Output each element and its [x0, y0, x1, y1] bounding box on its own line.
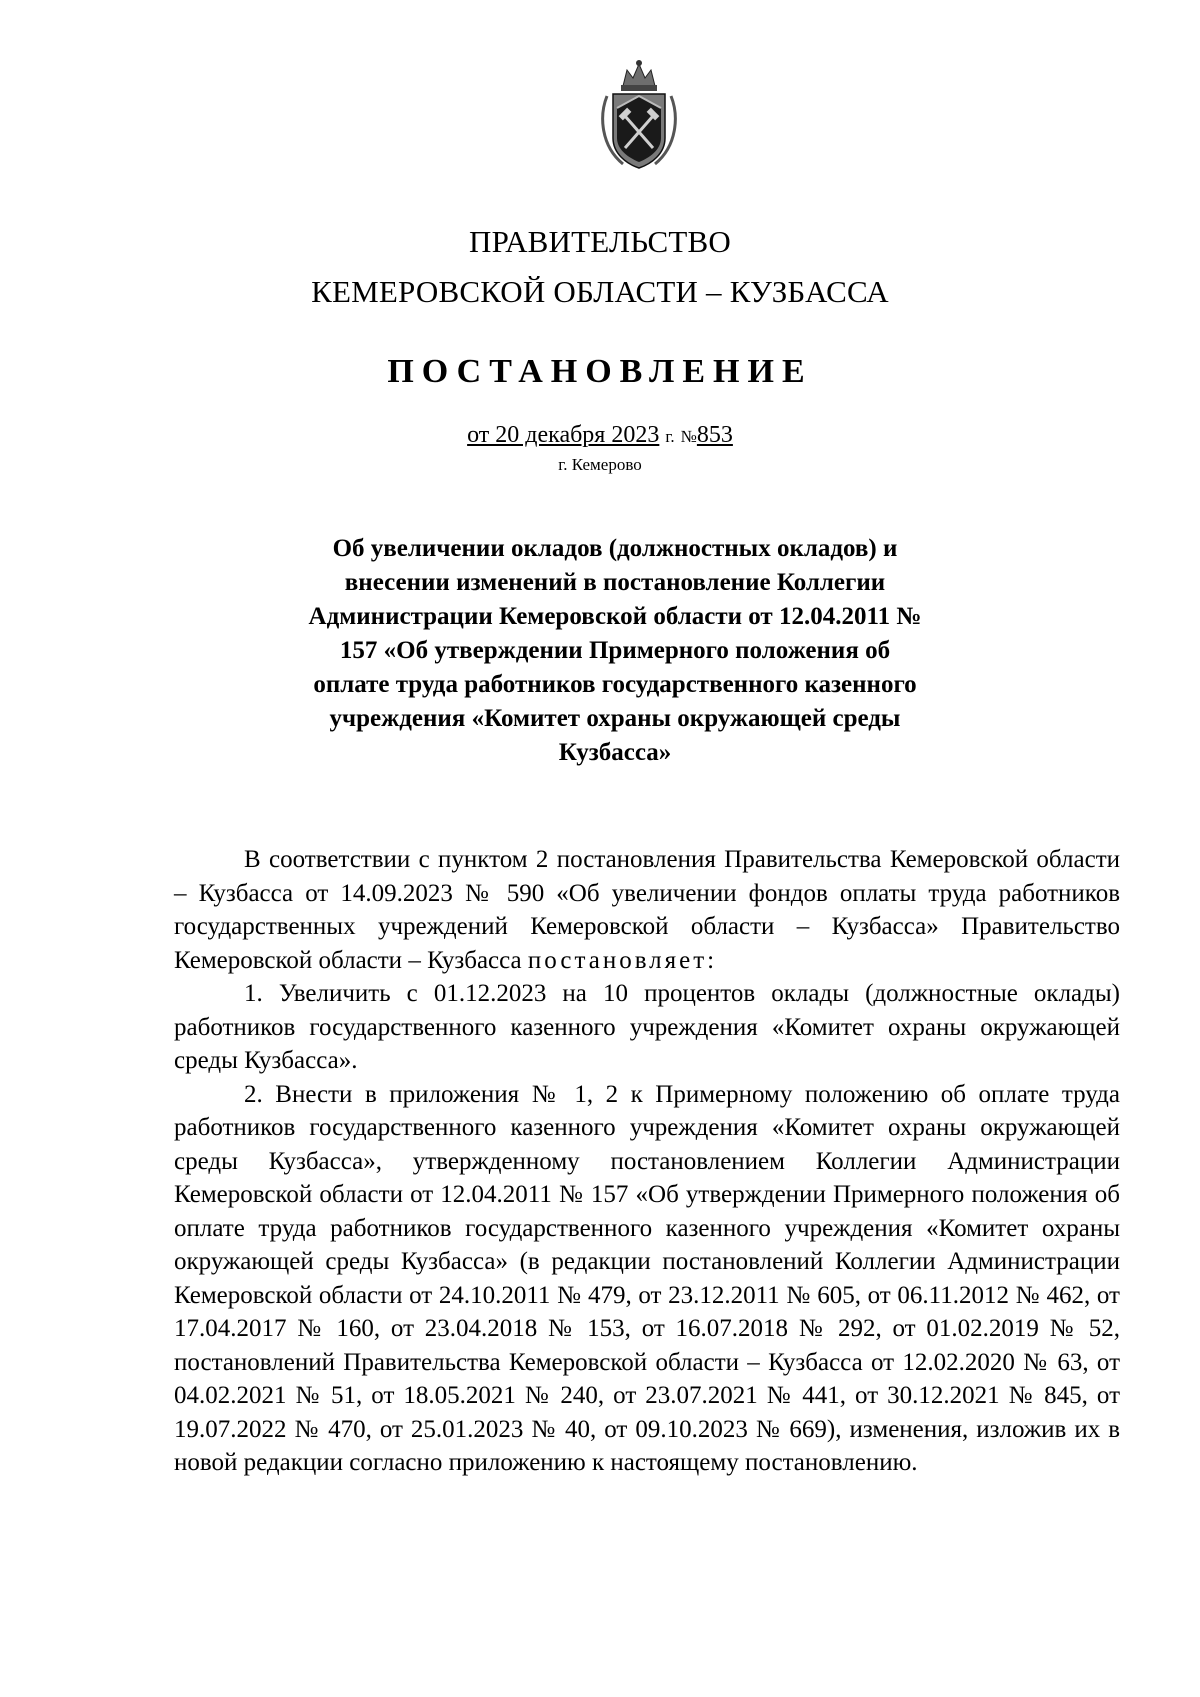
item-2-paragraph: 2. Внести в приложения № 1, 2 к Примерному положению об оплате труда работников государственного казенного учреждения «Комитет охраны окружающей среды Кузбасса», утвержденному постановлением Коллегии Администрации Кемеровской области от 12.04.2011 № 157 «Об утверждении Примерного положения об оплате труда работников государственного казенного учреждения «Комитет охраны окружающей среды Кузбасса» (в редакции постановлений Коллегии Администрации Кемеровской области от 24.10.2011 № 479, от 23.12.2011 № 605, от 06.11.2012 № 462, от 17.04.2017 № 160, от 23.04.2018 № 153, от 16.07.2018 № 292, от 01.02.2019 № 52, постановлений Правительства Кемеровской области – Кузбасса от 12.02.2020 № 63, от 04.02.2021 № 51, от 18.05.2021 № 240, от 23.07.2021 № 441, от 30.12.2021 № 845, от 19.07.2022 № 470, от 25.01.2023 № 40, от 09.10.2023 № 669), изменения, изложив их в новой редакции согласно приложению к настоящему постановлению.: [174, 1080, 1120, 1476]
date-number-line: [0, 420, 1200, 452]
kuzbass-coat-of-arms-icon: [593, 56, 685, 172]
city-name: г. Кемерово: [558, 455, 642, 474]
government-name-line2: КЕМЕРОВСКОЙ ОБЛАСТИ – КУЗБАССА: [311, 274, 889, 309]
year-suffix: г.: [665, 427, 675, 446]
document-body: [174, 843, 1120, 1480]
document-date: от 20 декабря 2023: [467, 422, 660, 448]
document-type-title: ПОСТАНОВЛЕНИЕ: [387, 353, 813, 390]
intro-paragraph: [174, 843, 1120, 977]
document-number: 853: [696, 422, 733, 448]
resolves-word: постановляет:: [527, 946, 718, 974]
government-name-line1: ПРАВИТЕЛЬСТВО: [469, 224, 731, 259]
item-1-paragraph: 1. Увеличить с 01.12.2023 на 10 процентов оклады (должностные оклады) работников государственного казенного учреждения «Комитет охраны окружающей среды Кузбасса».: [174, 980, 1120, 1074]
intro-text: В соответствии с пунктом 2 постановления Правительства Кемеровской области – Кузбасса от 14.09.2023 № 590 «Об увеличении фондов оплаты труда работников государственных учреждений Кемеровской области – Кузбасса» Правительство Кемеровской области – Кузбасса: [174, 846, 1120, 974]
number-label: №: [680, 427, 697, 446]
document-subject: Об увеличении окладов (должностных окладов) и внесении изменений в постановление Коллегии Администрации Кемеровской области от 12.04.2011 № 157 «Об утверждении Примерного положения об оплате труда работников государственного казенного учреждения «Комитет охраны окружающей среды Кузбасса»: [308, 535, 922, 766]
